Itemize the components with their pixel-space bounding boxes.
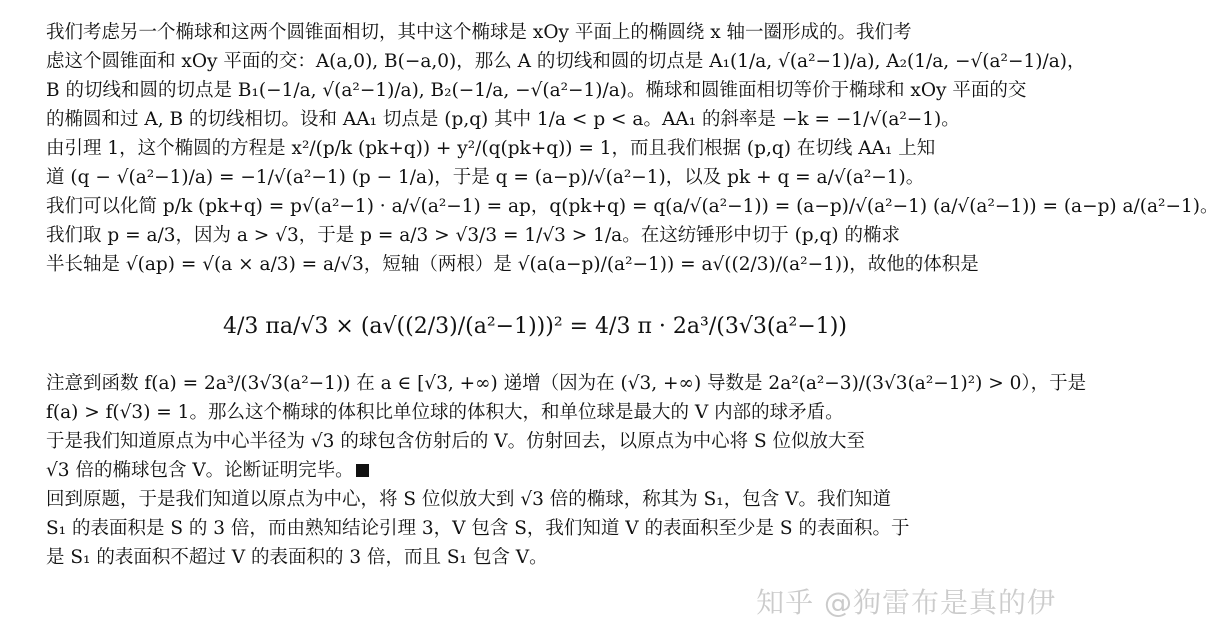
display-equation-volume: 4/3 πa/√3 × (a√((2/3)/(a²−1)))² = 4/3 π · 2a³/(3√3(a²−1)): [223, 314, 847, 339]
text-line: 于是我们知道原点为中心半径为 √3 的球包含仿射后的 V。仿射回去，以原点为中心将 S 位似放大至: [46, 431, 865, 452]
paragraph-monotonic: [12, 369, 1087, 427]
text-line: 由引理 1，这个椭圆的方程是 x²/(p/k (pk+q)) + y²/(q(pk+q)) = 1，而且我们根据 (p,q) 在切线 AA₁ 上知: [46, 138, 936, 159]
text-line: [12, 456, 1058, 485]
text-line: 我们考虑另一个椭球和这两个圆锥面相切，其中这个椭球是 xOy 平面上的椭圆绕 x 轴一圈形成的。我们考: [46, 22, 912, 43]
paragraph-ellipsoid-setup: [12, 18, 1086, 192]
text-line: f(a) > f(√3) = 1。那么这个椭球的体积比单位球的体积大，和单位球是最大的 V 内部的球矛盾。: [46, 402, 844, 423]
text-line: 注意到函数 f(a) = 2a³/(3√3(a²−1)) 在 a ∈ [√3, +∞) 递增（因为在 (√3, +∞) 导数是 2a²(a²−3)/(3√3(a²−1)²) > 0），于是: [46, 373, 1087, 394]
text-line: 回到原题，于是我们知道以原点为中心，将 S 位似放大到 √3 倍的椭球，称其为 S₁，包含 V。我们知道: [46, 489, 891, 510]
text-line: 道 (q − √(a²−1)/a) = −1/√(a²−1) (p − 1/a)，于是 q = (a−p)/√(a²−1)，以及 pk + q = a/√(a²−1)。: [46, 167, 925, 188]
paragraph-simplify: [12, 192, 1218, 221]
document-body: [12, 18, 1218, 572]
paragraph-back-to-problem: [12, 485, 1058, 572]
text-line: 半长轴是 √(ap) = √(a × a/3) = a/√3，短轴（两根）是 √(a(a−p)/(a²−1)) = a√((2/3)/(a²−1))，故他的体积是: [46, 254, 979, 275]
text-line: B 的切线和圆的切点是 B₁(−1/a, √(a²−1)/a), B₂(−1/a, −√(a²−1)/a)。椭球和圆锥面相切等价于椭球和 xOy 平面的交: [46, 80, 1027, 101]
text-line: 是 S₁ 的表面积不超过 V 的表面积的 3 倍，而且 S₁ 包含 V。: [46, 547, 548, 568]
text-line: S₁ 的表面积是 S 的 3 倍，而由熟知结论引理 3，V 包含 S，我们知道 V 的表面积至少是 S 的表面积。于: [46, 518, 910, 539]
text-span: √3 倍的椭球包含 V。论断证明完毕。: [46, 460, 354, 481]
paragraph-conclusion: [12, 427, 1058, 485]
qed-square-icon: [356, 464, 369, 477]
paragraph-choose-p: [12, 221, 1058, 279]
text-line: 我们可以化简 p/k (pk+q) = p√(a²−1) · a/√(a²−1) = ap，q(pk+q) = q(a/√(a²−1)) = (a−p)/√(a²−1) (a/√(a²−1)) = (a−p) a/(a²−1)。: [46, 196, 1218, 217]
text-line: 虑这个圆锥面和 xOy 平面的交：A(a,0), B(−a,0)，那么 A 的切线和圆的切点是 A₁(1/a, √(a²−1)/a), A₂(1/a, −√(a²−1)/a)，: [46, 51, 1086, 72]
zhihu-watermark: 知乎 @狗雷布是真的伊: [756, 586, 1056, 619]
text-line: 的椭圆和过 A, B 的切线相切。设和 AA₁ 切点是 (p,q) 其中 1/a < p < a。AA₁ 的斜率是 −k = −1/√(a²−1)。: [46, 109, 960, 130]
text-line: 我们取 p = a/3，因为 a > √3，于是 p = a/3 > √3/3 = 1/√3 > 1/a。在这纺锤形中切于 (p,q) 的椭求: [46, 225, 900, 246]
